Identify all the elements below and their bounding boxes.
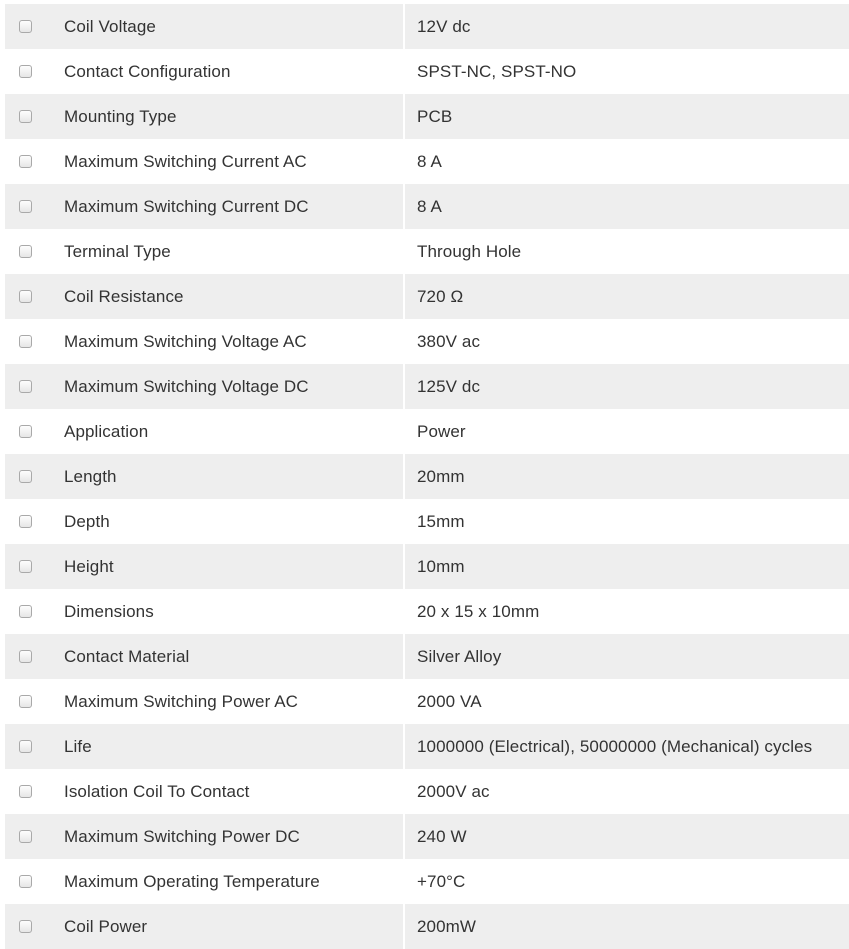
spec-value: 15mm — [405, 499, 849, 544]
row-checkbox[interactable] — [19, 20, 32, 33]
table-row — [5, 364, 849, 409]
row-select-cell — [5, 769, 45, 814]
table-row — [5, 679, 849, 724]
row-select-cell — [5, 724, 45, 769]
spec-value: 2000 VA — [405, 679, 849, 724]
spec-value: 2000V ac — [405, 769, 849, 814]
spec-name: Maximum Switching Voltage AC — [45, 319, 403, 364]
spec-value: 20 x 15 x 10mm — [405, 589, 849, 634]
table-row — [5, 274, 849, 319]
spec-value: Silver Alloy — [405, 634, 849, 679]
table-row — [5, 499, 849, 544]
spec-value: 10mm — [405, 544, 849, 589]
spec-name: Maximum Switching Current AC — [45, 139, 403, 184]
row-select-cell — [5, 679, 45, 724]
spec-name: Contact Configuration — [45, 49, 403, 94]
spec-value: +70°C — [405, 859, 849, 904]
row-checkbox[interactable] — [19, 380, 32, 393]
spec-name: Coil Voltage — [45, 4, 403, 49]
table-row — [5, 49, 849, 94]
row-checkbox[interactable] — [19, 200, 32, 213]
row-checkbox[interactable] — [19, 155, 32, 168]
spec-name: Terminal Type — [45, 229, 403, 274]
spec-name: Maximum Operating Temperature — [45, 859, 403, 904]
row-checkbox[interactable] — [19, 875, 32, 888]
spec-name: Mounting Type — [45, 94, 403, 139]
spec-value: 200mW — [405, 904, 849, 949]
row-select-cell — [5, 139, 45, 184]
table-row — [5, 319, 849, 364]
row-select-cell — [5, 364, 45, 409]
row-select-cell — [5, 229, 45, 274]
spec-name: Maximum Switching Voltage DC — [45, 364, 403, 409]
row-select-cell — [5, 454, 45, 499]
row-select-cell — [5, 274, 45, 319]
row-checkbox[interactable] — [19, 695, 32, 708]
table-row — [5, 859, 849, 904]
row-select-cell — [5, 49, 45, 94]
spec-name: Length — [45, 454, 403, 499]
table-row — [5, 229, 849, 274]
table-row — [5, 814, 849, 859]
table-row — [5, 454, 849, 499]
row-select-cell — [5, 904, 45, 949]
table-row — [5, 904, 849, 949]
table-row — [5, 409, 849, 454]
table-row — [5, 4, 849, 49]
spec-value: PCB — [405, 94, 849, 139]
row-select-cell — [5, 859, 45, 904]
table-row — [5, 94, 849, 139]
row-select-cell — [5, 94, 45, 139]
row-checkbox[interactable] — [19, 830, 32, 843]
table-row — [5, 544, 849, 589]
spec-name: Height — [45, 544, 403, 589]
row-checkbox[interactable] — [19, 740, 32, 753]
spec-value: Power — [405, 409, 849, 454]
row-checkbox[interactable] — [19, 245, 32, 258]
row-select-cell — [5, 319, 45, 364]
table-row — [5, 589, 849, 634]
row-checkbox[interactable] — [19, 290, 32, 303]
spec-name: Coil Power — [45, 904, 403, 949]
row-checkbox[interactable] — [19, 920, 32, 933]
spec-name: Contact Material — [45, 634, 403, 679]
spec-value: 12V dc — [405, 4, 849, 49]
spec-name: Dimensions — [45, 589, 403, 634]
row-checkbox[interactable] — [19, 605, 32, 618]
row-checkbox[interactable] — [19, 470, 32, 483]
row-checkbox[interactable] — [19, 515, 32, 528]
spec-value: 125V dc — [405, 364, 849, 409]
spec-name: Maximum Switching Current DC — [45, 184, 403, 229]
row-select-cell — [5, 184, 45, 229]
spec-value: 380V ac — [405, 319, 849, 364]
row-checkbox[interactable] — [19, 335, 32, 348]
table-row — [5, 769, 849, 814]
spec-name: Coil Resistance — [45, 274, 403, 319]
row-select-cell — [5, 589, 45, 634]
row-checkbox[interactable] — [19, 650, 32, 663]
spec-value: 8 A — [405, 184, 849, 229]
spec-value: SPST-NC, SPST-NO — [405, 49, 849, 94]
spec-table — [5, 4, 849, 949]
row-checkbox[interactable] — [19, 785, 32, 798]
row-select-cell — [5, 409, 45, 454]
spec-value: 20mm — [405, 454, 849, 499]
spec-name: Life — [45, 724, 403, 769]
table-row — [5, 139, 849, 184]
spec-value: 1000000 (Electrical), 50000000 (Mechanical) cycles — [405, 724, 849, 769]
spec-value: 8 A — [405, 139, 849, 184]
row-checkbox[interactable] — [19, 560, 32, 573]
row-select-cell — [5, 544, 45, 589]
spec-name: Application — [45, 409, 403, 454]
spec-value: 240 W — [405, 814, 849, 859]
spec-name: Maximum Switching Power DC — [45, 814, 403, 859]
spec-value: Through Hole — [405, 229, 849, 274]
row-checkbox[interactable] — [19, 110, 32, 123]
row-checkbox[interactable] — [19, 65, 32, 78]
row-select-cell — [5, 499, 45, 544]
row-select-cell — [5, 814, 45, 859]
spec-name: Isolation Coil To Contact — [45, 769, 403, 814]
row-select-cell — [5, 634, 45, 679]
spec-value: 720 Ω — [405, 274, 849, 319]
row-checkbox[interactable] — [19, 425, 32, 438]
row-select-cell — [5, 4, 45, 49]
table-row — [5, 184, 849, 229]
table-row — [5, 634, 849, 679]
spec-name: Depth — [45, 499, 403, 544]
table-row — [5, 724, 849, 769]
spec-name: Maximum Switching Power AC — [45, 679, 403, 724]
